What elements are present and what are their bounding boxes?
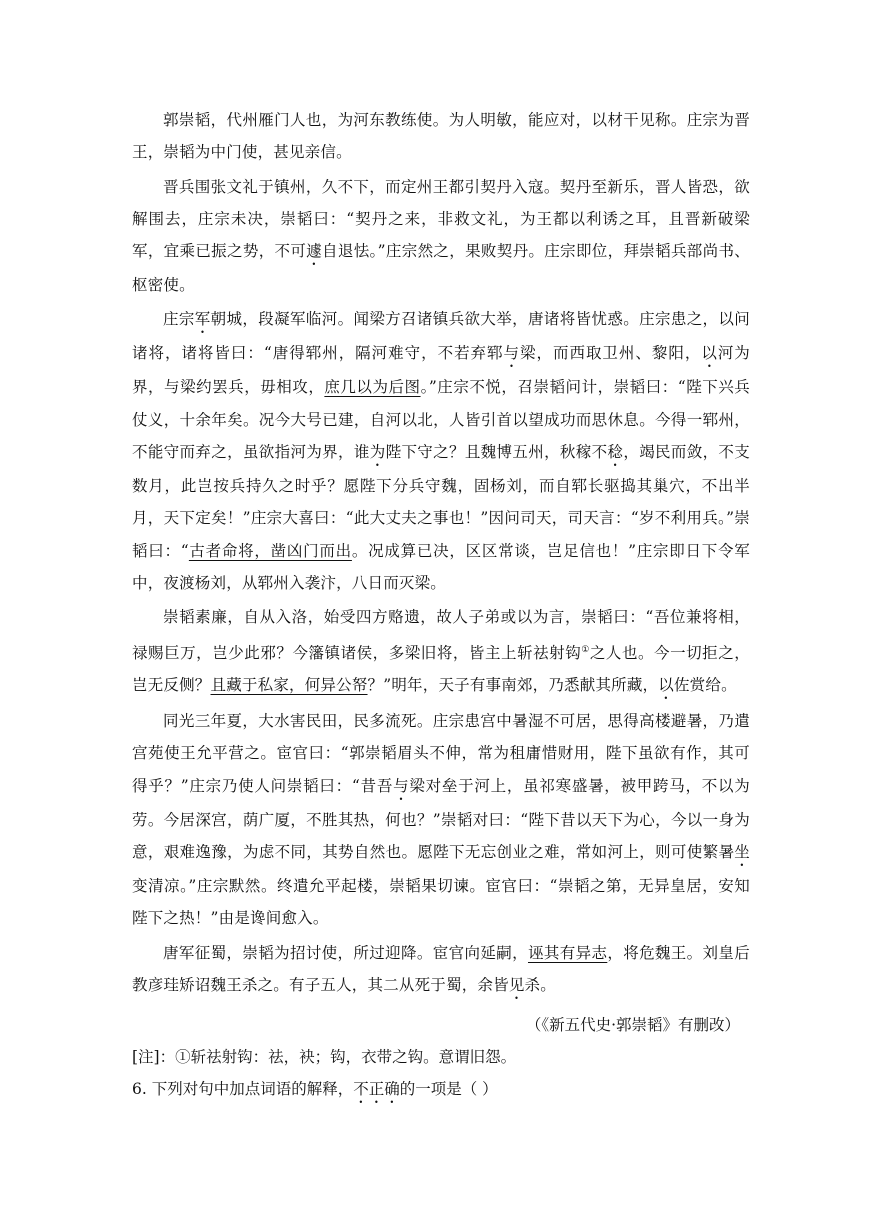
paragraph-4-text-a: 崇韬素廉，自从入洛，始受四方赂遗，故人子弟或以为言，崇韬曰：“吾位兼将相，禄赐巨万，岂少此邪？今籓镇诸侯，多梁旧将，皆主上斩祛射钩 bbox=[132, 608, 750, 662]
paragraph-4-text-b: 之人也。今一切拒之，岂无反侧？ bbox=[132, 643, 750, 695]
paragraph-3-text-d: 河为界，与梁约罢兵，毋相攻， bbox=[132, 344, 750, 397]
paragraph-1 bbox=[132, 104, 750, 169]
footnote-marker: ① bbox=[581, 644, 590, 655]
footnote: [注]：①斩祛射钩：祛，袂；钩，衣带之钩。意谓旧怨。 bbox=[132, 1047, 517, 1066]
underlined-sentence-4: 诬其有异志 bbox=[527, 943, 608, 962]
paragraph-3-text-b: 朝城，段凝军临河。闻梁方召诸镇兵欲大举，唐诸将皆忧惑。庄宗患之，以问诸将，诸将皆曰：“唐得郓州，隔河难守，不若弃郓 bbox=[132, 310, 750, 363]
dotted-word-ren: 稔 bbox=[607, 443, 624, 462]
question-6 bbox=[132, 1073, 750, 1107]
paragraph-1-text: 郭崇韬，代州雁门人也，为河东教练使。为人明敏，能应对，以材干见称。庄宗为晋王，崇韬为中门使，甚见亲信。 bbox=[132, 111, 750, 162]
paragraph-6-text-c: 杀。 bbox=[524, 975, 556, 994]
paragraph-4-text-d: 佐赏给。 bbox=[673, 676, 737, 695]
paragraph-2 bbox=[132, 171, 750, 302]
paragraph-6-text-a: 唐军征蜀，崇韬为招讨使，所过迎降。宦官向延嗣， bbox=[163, 943, 528, 962]
paragraph-3-text-f: 陛下守之？且魏博五州，秋稼不 bbox=[385, 443, 608, 462]
underlined-sentence-2: 古者命将，凿凶门而出 bbox=[188, 541, 352, 560]
paragraph-5-text-c: 变清凉。”庄宗默然。终遣允平起楼，崇韬果切谏。宦官曰：“崇韬之第，无异皇居，安知陛下之热！”由是谗间愈入。 bbox=[132, 876, 750, 928]
paragraph-4 bbox=[132, 601, 750, 703]
paragraph-3-text-c: 梁，而西取卫州、黎阳， bbox=[520, 344, 702, 363]
paragraph-4-text-c: ？”明年，天子有事南郊，乃悉献其所藏， bbox=[367, 676, 659, 695]
paragraph-6 bbox=[132, 937, 750, 1003]
dotted-word-wei: 为 bbox=[369, 443, 386, 462]
paragraph-2-text-a: 晋兵围张文礼于镇州，久不下，而定州王都引契丹入寇。契丹至新乐，晋人皆恐，欲解围去，庄宗未决，崇韬曰：“契丹之来，非救文礼，为王都以利诱之耳，且晋新破梁军，宜乘已振之势，不可 bbox=[132, 177, 750, 261]
paragraph-5-text-b: 梁对垒于河上，虽祁寒盛暑，被甲跨马，不以为劳。今居深宫，荫广厦，不胜其热，何也？”崇韬对曰：“陛下昔以天下为心，今以一身为意，艰难逸豫，为虑不同，其势自然也。愿陛下无忘创业之难，常如河上，则可使繁暑 bbox=[132, 776, 751, 861]
paragraph-5 bbox=[132, 705, 750, 934]
paragraph-3-text-e: 。”庄宗不悦，召崇韬问计，崇韬曰：“陛下兴兵仗义，十余年矣。况今大号已建，自河以北，人皆引首以望成功而思休息。今得一郓州，不能守而弃之，虽欲指河为界，谁 bbox=[132, 378, 751, 462]
source-citation: （《新五代史·郭崇韬》有删改） bbox=[525, 1015, 740, 1034]
paragraph-3-text-h: 。况成算已决，区区常谈，岂足信也！”庄宗即日下令军中，夜渡杨刘，从郓州入袭汴，八日而灭梁。 bbox=[132, 541, 750, 592]
dotted-word-yu: 与 bbox=[503, 344, 521, 363]
dotted-word-yu-2: 与 bbox=[393, 776, 410, 795]
question-6-text-b: 的一项是（ ） bbox=[399, 1079, 498, 1098]
dotted-word-jian: 见 bbox=[508, 975, 525, 994]
dotted-word-yi-2: 以 bbox=[658, 676, 674, 695]
question-6-text-a: 6. 下列对句中加点词语的解释， bbox=[132, 1079, 354, 1098]
paragraph-3-text-g: ，竭民而敛，不支数月，此岂按兵持久之时乎？愿陛下分兵守魏，固杨刘，而自郓长驱捣其巢穴，不出半月，天下定矣！”庄宗大喜曰：“此大丈夫之事也！”因问司天，司天言：“岁不利用兵。”崇韬曰：“ bbox=[132, 443, 750, 560]
document-page bbox=[132, 104, 750, 1107]
dotted-word-buzhengque: 不正确 bbox=[353, 1079, 400, 1098]
paragraph-3-text-a: 庄宗 bbox=[163, 310, 195, 329]
dotted-word-zuo: 坐 bbox=[734, 842, 750, 861]
paragraph-3 bbox=[132, 303, 750, 599]
underlined-sentence-1: 庶几以为后图 bbox=[324, 378, 421, 397]
dotted-word-yi: 以 bbox=[701, 344, 718, 363]
paragraph-2-text-b: 自退怯。”庄宗然之，果败契丹。庄宗即位，拜崇韬兵部尚书、枢密使。 bbox=[132, 242, 751, 295]
paragraph-6-text-b: ，将危魏王。刘皇后教彦珪矫诏魏王杀之。有子五人，其二从死于蜀，余皆 bbox=[132, 943, 750, 994]
paragraph-5-text-a: 同光三年夏，大水害民田，民多流死。庄宗患宫中暑湿不可居，思得高楼避暑，乃遣宫苑使王允平营之。宦官曰：“郭崇韬眉头不伸，常为租庸惜财用，陛下虽欲有作，其可得乎？”庄宗乃使人问崇韬曰：“昔吾 bbox=[132, 712, 750, 795]
dotted-word-jun: 军 bbox=[194, 310, 211, 329]
dotted-word-ju: 遽 bbox=[306, 242, 323, 261]
underlined-sentence-3: 且藏于私家，何异公帑 bbox=[210, 676, 368, 695]
